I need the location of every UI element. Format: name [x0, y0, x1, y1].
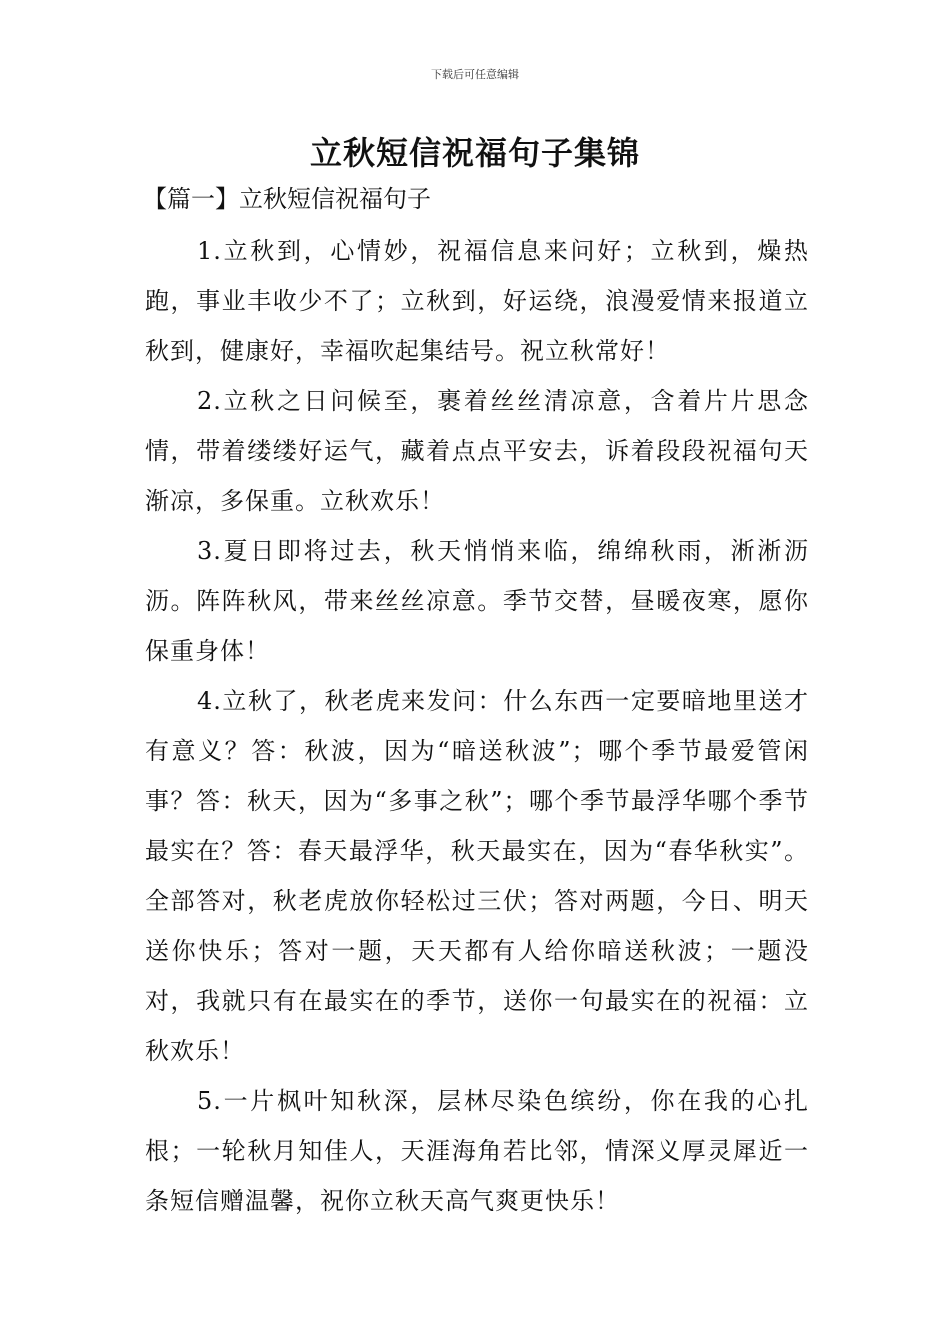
paragraph: 5.一片枫叶知秋深，层林尽染色缤纷，你在我的心扎根；一轮秋月知佳人，天涯海角若比邻，情深义厚灵犀近一条短信赠温馨，祝你立秋天高气爽更快乐！: [145, 1087, 809, 1215]
paragraph: 2.立秋之日问候至，裹着丝丝清凉意，含着片片思念情，带着缕缕好运气，藏着点点平安去，诉着段段祝福句天渐凉，多保重。立秋欢乐！: [145, 387, 809, 515]
page-title: 立秋短信祝福句子集锦: [309, 134, 640, 172]
header-note: 下载后可任意编辑: [431, 68, 519, 81]
document-body: [145, 226, 809, 1226]
paragraph: 3.夏日即将过去，秋天悄悄来临，绵绵秋雨，淅淅沥沥。阵阵秋风，带来丝丝凉意。季节交替，昼暖夜寒，愿你保重身体！: [145, 537, 809, 665]
section-heading: 【篇一】立秋短信祝福句子: [143, 185, 431, 213]
paragraph: 1.立秋到，心情妙，祝福信息来问好；立秋到，燥热跑，事业丰收少不了；立秋到，好运绕，浪漫爱情来报道立秋到，健康好，幸福吹起集结号。祝立秋常好！: [145, 237, 809, 365]
paragraph: 4.立秋了，秋老虎来发问：什么东西一定要暗地里送才有意义？答：秋波，因为“暗送秋波”；哪个季节最爱管闲事？答：秋天，因为“多事之秋”；哪个季节最浮华哪个季节最实在？答：春天最浮华，秋天最实在，因为“春华秋实”。全部答对，秋老虎放你轻松过三伏；答对两题，今日、明天送你快乐；答对一题，天天都有人给你暗送秋波；一题没对，我就只有在最实在的季节，送你一句最实在的祝福：立秋欢乐！: [145, 687, 809, 1065]
